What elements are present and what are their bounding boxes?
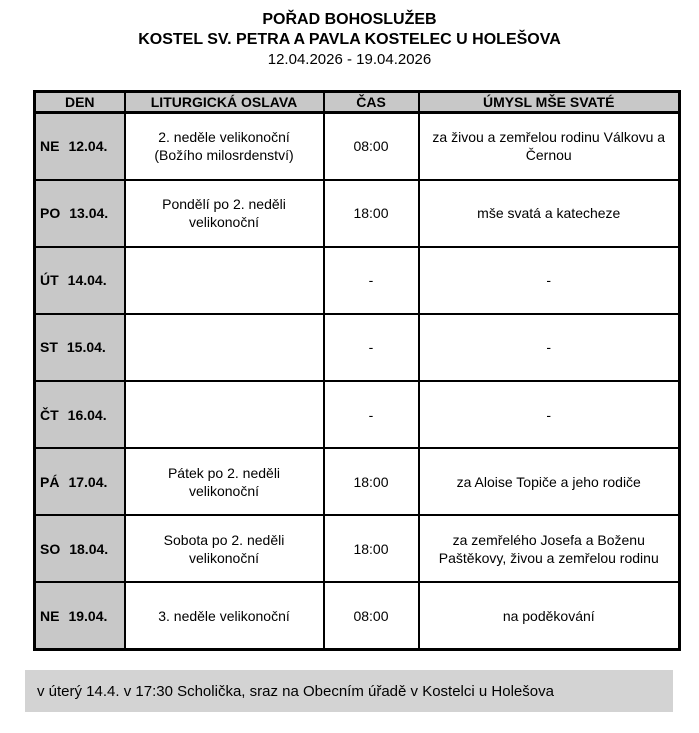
table-row	[35, 515, 680, 582]
day-date: 18.04.	[69, 540, 109, 557]
table-row	[35, 582, 680, 649]
day-cell	[35, 180, 125, 247]
day-cell	[35, 247, 125, 314]
feast-cell	[125, 381, 324, 448]
day-abbr: NE	[40, 138, 60, 155]
intention-cell: za živou a zemřelou rodinu Válkovu a Černou	[419, 113, 680, 180]
feast-cell	[125, 247, 324, 314]
intention-cell: -	[419, 314, 680, 381]
table-row	[35, 113, 680, 180]
day-cell	[35, 314, 125, 381]
intention-cell: za Aloise Topiče a jeho rodiče	[419, 448, 680, 515]
intention-cell: -	[419, 381, 680, 448]
day-abbr: PO	[40, 205, 61, 222]
time-cell: 18:00	[324, 180, 419, 247]
time-cell: -	[324, 314, 419, 381]
day-cell	[35, 381, 125, 448]
table-row	[35, 180, 680, 247]
table-row	[35, 448, 680, 515]
schedule-table	[33, 90, 681, 651]
day-cell	[35, 515, 125, 582]
feast-cell	[125, 314, 324, 381]
column-header-umysl-mse-svate: ÚMYSL MŠE SVATÉ	[419, 92, 680, 113]
day-date: 13.04.	[69, 205, 109, 222]
document-header	[0, 10, 699, 70]
feast-cell: Sobota po 2. neděli velikonoční	[125, 515, 324, 582]
feast-cell: Pondělí po 2. neděli velikonoční	[125, 180, 324, 247]
day-abbr: NE	[40, 607, 60, 624]
table-row	[35, 314, 680, 381]
feast-cell: Pátek po 2. neděli velikonoční	[125, 448, 324, 515]
table-row	[35, 247, 680, 314]
day-abbr: ÚT	[40, 272, 59, 289]
table-row	[35, 381, 680, 448]
time-cell: 18:00	[324, 515, 419, 582]
day-cell	[35, 448, 125, 515]
day-abbr: ČT	[40, 406, 59, 423]
column-header-cas: ČAS	[324, 92, 419, 113]
day-abbr: SO	[40, 540, 61, 557]
intention-cell: -	[419, 247, 680, 314]
intention-cell: za zemřelého Josefa a Boženu Paštěkovy, živou a zemřelou rodinu	[419, 515, 680, 582]
document-title: POŘAD BOHOSLUŽEB	[262, 11, 437, 28]
time-cell: 08:00	[324, 582, 419, 649]
day-date: 12.04.	[68, 138, 108, 155]
day-cell	[35, 113, 125, 180]
document-subtitle: KOSTEL SV. PETRA A PAVLA KOSTELEC U HOLEŠOVA	[138, 31, 561, 48]
footer-note-bar	[25, 670, 673, 712]
day-cell	[35, 582, 125, 649]
time-cell: -	[324, 247, 419, 314]
table-header-row	[35, 92, 680, 113]
time-cell: -	[324, 381, 419, 448]
day-date: 14.04.	[67, 272, 107, 289]
footer-note-text: v úterý 14.4. v 17:30 Scholička, sraz na Obecním úřadě v Kostelci u Holešova	[37, 682, 554, 700]
day-date: 16.04.	[67, 406, 107, 423]
column-header-den: DEN	[35, 92, 125, 113]
day-date: 19.04.	[68, 607, 108, 624]
time-cell: 08:00	[324, 113, 419, 180]
day-abbr: PÁ	[40, 473, 60, 490]
day-date: 15.04.	[66, 339, 106, 356]
day-abbr: ST	[40, 339, 58, 356]
intention-cell: mše svatá a katecheze	[419, 180, 680, 247]
column-header-liturgicka-oslava: LITURGICKÁ OSLAVA	[125, 92, 324, 113]
intention-cell: na poděkování	[419, 582, 680, 649]
day-date: 17.04.	[68, 473, 108, 490]
feast-cell: 2. neděle velikonoční (Božího milosrdenství)	[125, 113, 324, 180]
time-cell: 18:00	[324, 448, 419, 515]
feast-cell: 3. neděle velikonoční	[125, 582, 324, 649]
document-date-range: 12.04.2026 - 19.04.2026	[267, 51, 432, 68]
